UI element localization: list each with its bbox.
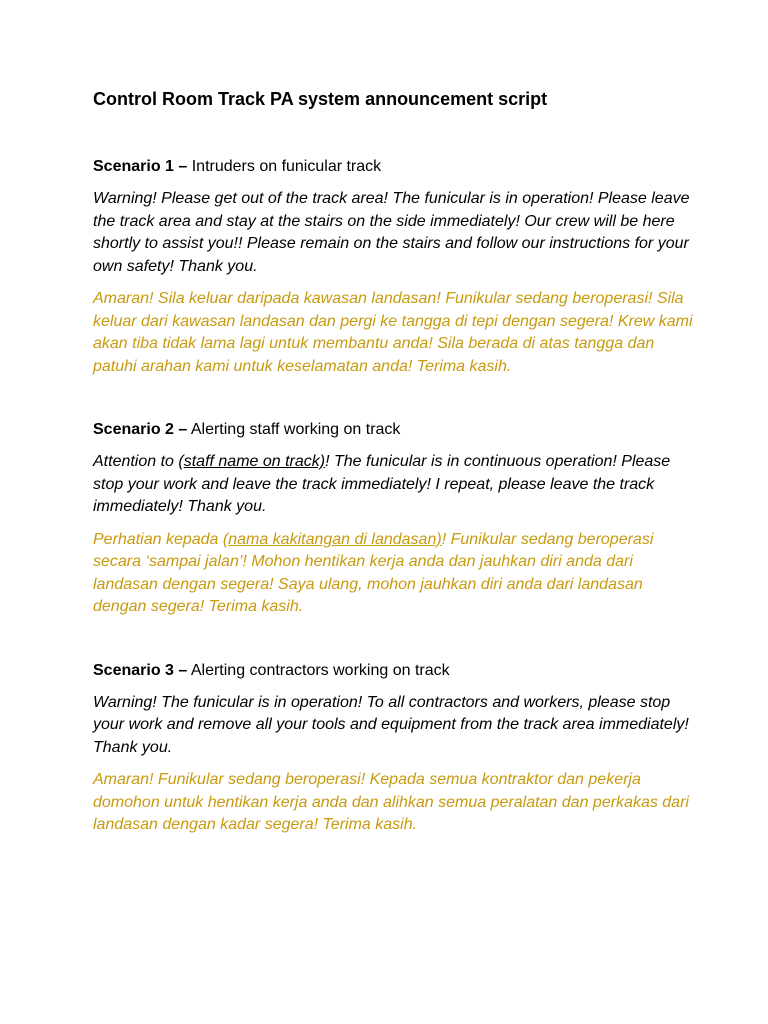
scenario-2-english-announcement	[93, 451, 693, 519]
document-title: Control Room Track PA system announcement script	[93, 89, 548, 109]
scenario-2-malay-announcement	[93, 529, 693, 619]
scenario-2-title: Alerting staff working on track	[190, 421, 401, 438]
scenario-3-label: Scenario 3 –	[93, 661, 188, 679]
scenario-2-malay-post: ! Funikular sedang beroperasi secara ‘sampai jalan’! Mohon hentikan kerja anda dan jauhkan diri anda dari landasan dengan segera! Saya ulang, mohon jauhkan diri anda dari landasan dengan segera! Terima kasih.	[93, 530, 654, 615]
scenario-1-malay-announcement: Amaran! Sila keluar daripada kawasan landasan! Funikular sedang beroperasi! Sila keluar dari kawasan landasan dan pergi ke tangga di tepi dengan segera! Krew kami akan tiba tidak lama lagi untuk membantu anda! Sila berada di atas tangga dan patuhi arahan kami untuk keselamatan anda! Terima kasih.	[93, 290, 693, 375]
scenario-3-section	[93, 660, 693, 837]
scenario-2-english-post: ! The funicular is in continuous operation! Please stop your work and leave the track immediately! I repeat, please leave the track immediately! Thank you.	[93, 453, 671, 515]
scenario-2-malay-pre: Perhatian kepada (	[93, 530, 229, 548]
document-page	[93, 86, 693, 878]
scenario-2-section	[93, 419, 693, 619]
scenario-3-heading	[93, 660, 693, 682]
scenario-3-title: Alerting contractors working on track	[190, 661, 450, 679]
scenario-2-english-pre: Attention to (	[93, 453, 184, 470]
scenario-2-heading	[93, 419, 693, 441]
scenario-1-title: Intruders on funicular track	[191, 158, 382, 175]
staff-name-placeholder: staff name on track)	[183, 453, 326, 470]
scenario-2-label: Scenario 2 –	[93, 421, 188, 438]
staff-name-placeholder-malay: nama kakitangan di landasan)	[228, 530, 442, 548]
scenario-1-section	[93, 156, 693, 378]
scenario-1-english-announcement: Warning! Please get out of the track area! The funicular is in operation! Please leave the track area and stay at the stairs on the side immediately! Our crew will be here shortly to assist you!! Please remain on the stairs and follow our instructions for your own safety! Thank you.	[93, 190, 690, 275]
scenario-3-english-announcement: Warning! The funicular is in operation! To all contractors and workers, please stop your work and remove all your tools and equipment from the track area immediately! Thank you.	[93, 693, 689, 756]
scenario-3-malay-announcement: Amaran! Funikular sedang beroperasi! Kepada semua kontraktor dan pekerja domohon untuk hentikan kerja anda dan alihkan semua peralatan dan perkakas dari landasan dengan kadar segera! Terima kasih.	[93, 771, 689, 833]
scenario-1-heading	[93, 156, 693, 178]
scenario-1-label: Scenario 1 –	[93, 158, 188, 175]
